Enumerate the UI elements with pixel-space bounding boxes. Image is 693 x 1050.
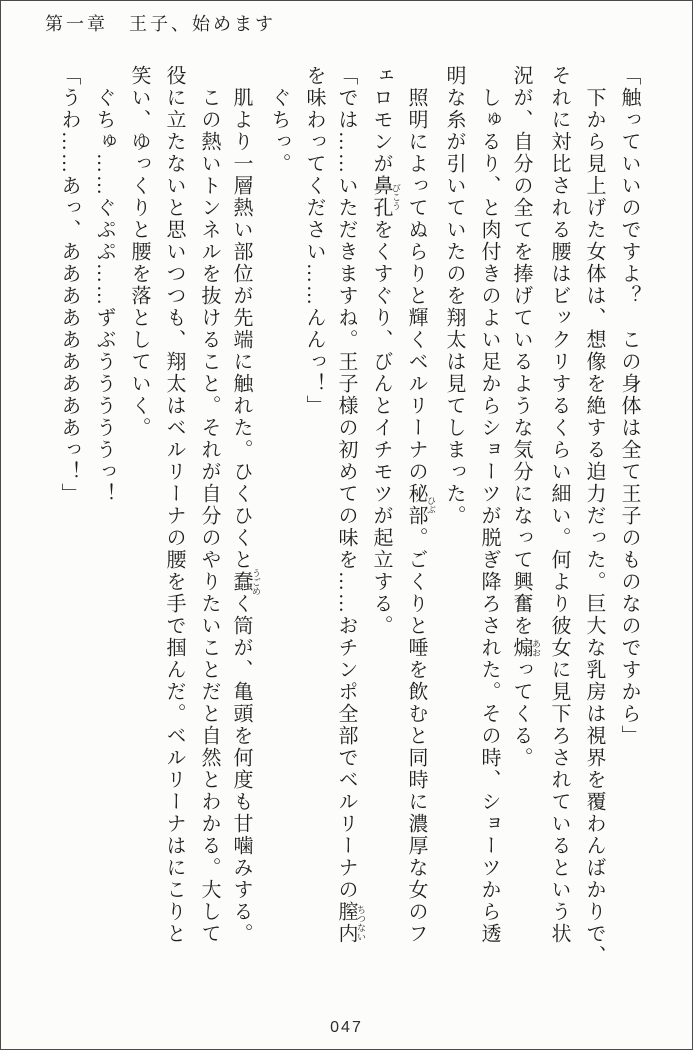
page-number: 047 bbox=[330, 1019, 363, 1036]
text-line: 役に立たないと思いつつも、翔太はベルリーナの腰を手で掴んだ。ベルリーナはにこりと bbox=[163, 65, 185, 945]
text-line: 明な糸が引いていたのを翔太は見てしまった。 bbox=[443, 65, 465, 527]
text-line: ェロモンが鼻孔 びこうをくすぐり、びんとイチモツが起立する。 bbox=[370, 65, 401, 637]
text-line: 「触っていいのですよ？ この身体は全て王子のものなのですから」 bbox=[618, 65, 640, 747]
text-line: ぐちっ。 bbox=[268, 87, 290, 175]
body-text bbox=[51, 65, 646, 1000]
text-line: それに対比される腰はビックリするくらい細い。何より彼女に見下ろされているという状 bbox=[548, 65, 570, 945]
text-line: 肌より一層熱い部位が先端に触れた。ひくひくと蠢 うごめく筒が、亀頭を何度も甘噛みする。 bbox=[230, 87, 261, 945]
text-line: を味わってください……んんっ！」 bbox=[303, 65, 325, 417]
text-line: 笑い、ゆっくりと腰を落としていく。 bbox=[128, 65, 150, 439]
furigana-ruby: 煽 あお bbox=[510, 637, 541, 659]
text-line: ぐちゅ……ぐぷぷ……ずぶうううううっ！ bbox=[93, 87, 115, 505]
text-line: 況が、自分の全てを捧げているような気分になって興奮を煽 あおってくる。 bbox=[510, 65, 541, 769]
furigana-ruby: 鼻孔 びこう bbox=[370, 175, 401, 219]
furigana-ruby: 蠢 うごめ bbox=[230, 568, 261, 596]
text-line: 照明によってぬらりと輝くベルリーナの秘部 ひぶ。ごくりと唾を飲むと同時に濃厚な女のフ bbox=[405, 87, 436, 945]
text-line: 「では……いただきますね。王子様の初めての味を……おチンポ全部でベルリーナの膣内 ちつない bbox=[335, 65, 366, 945]
text-line: 下から見上げた女体は、想像を絶する迫力だった。巨大な乳房は視界を覆わんばかりで、 bbox=[583, 87, 605, 967]
text-line: この熱いトンネルを抜けること。それが自分のやりたいことだと自然とわかる。大して bbox=[198, 87, 220, 945]
text-line: しゅるり、と肉付きのよい足からショーツが脱ぎ降ろされた。その時、ショーツから透 bbox=[478, 87, 500, 945]
text-line: 「うわ……あっ、あああああああああっ！」 bbox=[58, 65, 80, 505]
furigana-ruby: 膣内 ちつない bbox=[335, 901, 366, 945]
furigana-ruby: 秘部 ひぶ bbox=[405, 483, 436, 527]
chapter-header: 第一章 王子、始めます bbox=[45, 14, 276, 34]
